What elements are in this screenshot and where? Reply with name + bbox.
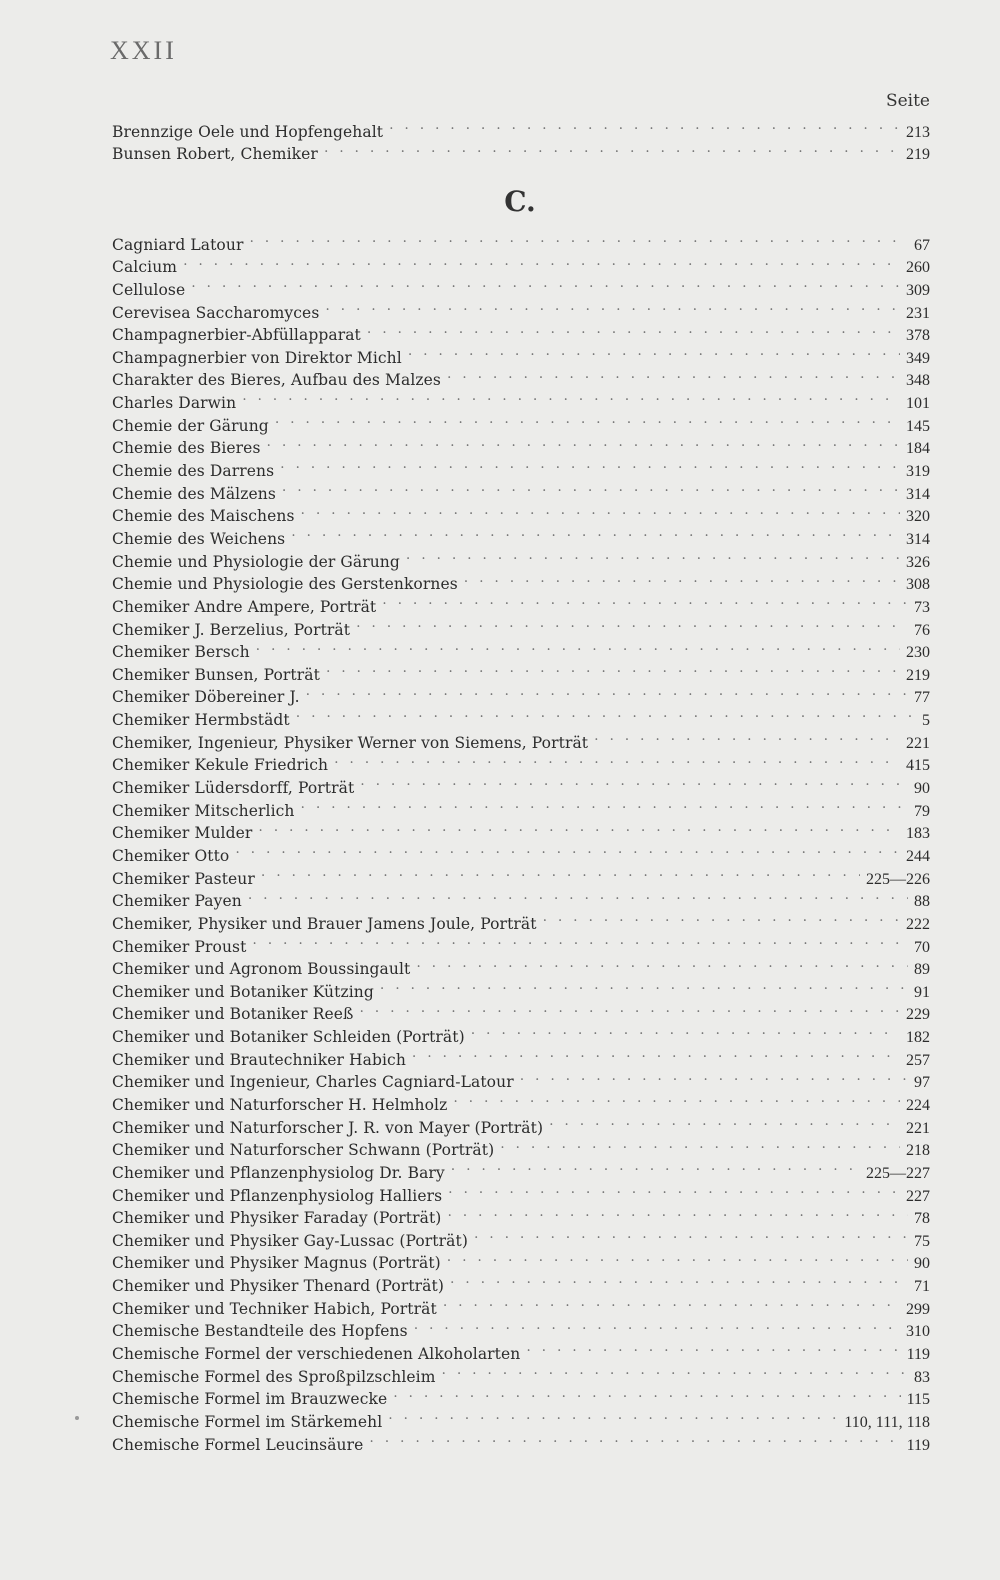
index-entry-label: Chemische Formel im Stärkemehl [112, 1412, 383, 1431]
dot-leader [301, 793, 908, 816]
section-letter: C. [504, 185, 536, 218]
index-entry-page: 89 [914, 961, 930, 979]
index-entry-page: 78 [914, 1210, 930, 1228]
index-entry-page: 110, 111, 118 [844, 1413, 930, 1431]
dot-leader [416, 952, 908, 975]
dot-leader [326, 657, 900, 680]
index-entry [112, 838, 930, 865]
index-entry-label: Chemiker Pasteur [112, 869, 255, 888]
index-entry-label: Chemiker und Physiker Thenard (Porträt) [112, 1277, 444, 1296]
index-entry-page: 219 [906, 666, 930, 684]
index-entry-label: Chemie des Bieres [112, 439, 261, 458]
dot-leader [389, 114, 900, 137]
index-entry-label: Chemie der Gärung [112, 416, 269, 435]
index-entry-page: 219 [906, 146, 930, 164]
index-entry-page: 115 [906, 1391, 930, 1409]
index-entry-page: 326 [906, 553, 930, 571]
dot-leader [248, 884, 908, 907]
index-entry-label: Charles Darwin [112, 394, 237, 413]
index-entry [112, 861, 930, 888]
index-entry-page: 415 [906, 757, 930, 775]
dot-leader [360, 770, 908, 793]
dot-leader [369, 1427, 900, 1450]
dot-leader [282, 476, 900, 499]
index-entry-label: Chemiker und Agronom Boussingault [112, 960, 411, 979]
dot-leader [448, 1178, 900, 1201]
index-entry-page: 101 [906, 395, 930, 413]
dot-leader [367, 318, 900, 341]
index-entry-page: 70 [914, 938, 930, 956]
dot-leader [183, 250, 900, 273]
index-entry-page: 310 [906, 1323, 930, 1341]
index-entry-label: Chemie und Physiologie des Gerstenkornes [112, 575, 458, 594]
index-entry-page: 75 [914, 1232, 930, 1250]
top-entry-list [112, 114, 930, 164]
index-entry-label: Chemiker Lüdersdorff, Porträt [112, 779, 355, 798]
index-entry-label: Chemiker und Techniker Habich, Porträt [112, 1299, 437, 1318]
index-entry [112, 114, 930, 141]
index-entry-page: 119 [906, 1436, 930, 1454]
dot-leader [275, 408, 900, 431]
dot-leader [252, 929, 908, 952]
index-entry-label: Chemiker Mulder [112, 824, 253, 843]
index-entry-page: 349 [906, 349, 930, 367]
index-entry-page: 227 [906, 1187, 930, 1205]
index-entry-label: Chemiker und Botaniker Reeß [112, 1005, 354, 1024]
index-entry-page: 145 [906, 417, 930, 435]
dot-leader [408, 340, 900, 363]
dot-leader [324, 137, 900, 160]
index-entry-label: Chemiker Proust [112, 937, 247, 956]
index-entry-label: Champagnerbier von Direktor Michl [112, 348, 402, 367]
index-entry-page: 90 [914, 780, 930, 798]
index-entry-page: 221 [906, 1119, 930, 1137]
index-entry-label: Chemiker Hermbstädt [112, 711, 290, 730]
dot-leader [543, 906, 900, 929]
dot-leader [280, 453, 900, 476]
index-entry-label: Chemiker und Naturforscher J. R. von Mayer (Porträt) [112, 1118, 544, 1137]
index-entry-label: Chemie des Weichens [112, 529, 286, 548]
index-entry-label: Chemiker und Botaniker Schleiden (Porträt) [112, 1028, 465, 1047]
index-entry-page: 73 [914, 598, 930, 616]
dot-leader [360, 997, 901, 1020]
dot-leader [453, 1087, 900, 1110]
dot-leader [447, 363, 900, 386]
index-entry-page: 183 [906, 825, 930, 843]
dot-leader [474, 1223, 908, 1246]
index-entry-page: 299 [906, 1300, 930, 1318]
index-entry-label: Charakter des Bieres, Aufbau des Malzes [112, 371, 441, 390]
index-entry-page: 218 [906, 1142, 930, 1160]
dot-leader [325, 295, 900, 318]
index-entry-label: Chemiker und Botaniker Kützing [112, 982, 374, 1001]
dot-leader [235, 838, 900, 861]
index-entry-page: 97 [914, 1074, 930, 1092]
index-entry-page: 230 [906, 644, 930, 662]
index-entry-label: Chemiker, Ingenieur, Physiker Werner von Siemens, Porträt [112, 733, 589, 752]
index-entry-label: Chemische Formel der verschiedenen Alkoholarten [112, 1345, 521, 1364]
index-entry [112, 227, 930, 254]
index-entry-label: Chemie des Darrens [112, 462, 275, 481]
dot-leader [447, 1246, 908, 1269]
index-entry-page: 314 [906, 530, 930, 548]
index-entry-label: Chemiker, Physiker und Brauer Jamens Joule, Porträt [112, 914, 537, 933]
dot-leader [526, 1336, 900, 1359]
index-entry-label: Chemiker Bersch [112, 643, 250, 662]
index-entry-label: Chemiker Kekule Friedrich [112, 756, 329, 775]
dot-leader [382, 589, 908, 612]
index-entry-page: 348 [906, 372, 930, 390]
index-entry-label: Brennzige Oele und Hopfengehalt [112, 122, 384, 141]
dot-leader [258, 816, 900, 839]
index-entry-page: 90 [914, 1255, 930, 1273]
dot-leader [191, 272, 900, 295]
index-entry-page: 378 [906, 327, 930, 345]
dot-leader [291, 521, 900, 544]
dot-leader [356, 612, 908, 635]
index-entry-label: Chemiker und Pflanzenphysiolog Dr. Bary [112, 1163, 445, 1182]
dot-leader [500, 1133, 900, 1156]
index-entry-page: 67 [914, 236, 930, 254]
index-entry-label: Chemische Formel Leucinsäure [112, 1435, 364, 1454]
dot-leader [306, 680, 908, 703]
dot-leader [242, 385, 900, 408]
index-entry-label: Chemiker Döbereiner J. [112, 688, 300, 707]
index-entry-page: 260 [906, 259, 930, 277]
index-entry-label: Calcium [112, 258, 178, 277]
dot-leader [464, 567, 900, 590]
index-entry [112, 250, 930, 277]
index-entry-label: Chemische Formel des Sproßpilzschleim [112, 1367, 436, 1386]
index-entry-label: Champagnerbier-Abfüllapparat [112, 326, 361, 345]
index-entry-page: 79 [914, 802, 930, 820]
index-entry-label: Chemiker und Naturforscher Schwann (Porträt) [112, 1141, 495, 1160]
dot-leader [450, 1268, 908, 1291]
dot-leader [301, 499, 900, 522]
index-entry-label: Chemische Bestandteile des Hopfens [112, 1322, 408, 1341]
index-entry-label: Cagniard Latour [112, 235, 244, 254]
dot-leader [451, 1155, 860, 1178]
index-entry-page: 319 [906, 463, 930, 481]
index-entry-page: 76 [914, 621, 930, 639]
index-entry-page: 320 [906, 508, 930, 526]
index-entry-page: 222 [906, 915, 930, 933]
index-entry-page: 91 [914, 983, 930, 1001]
index-entry-page: 182 [906, 1029, 930, 1047]
dot-leader [380, 974, 908, 997]
page-number: XXII [110, 36, 177, 65]
index-entry-label: Bunsen Robert, Chemiker [112, 145, 318, 164]
dot-leader [393, 1382, 900, 1405]
index-entry-label: Chemiker und Pflanzenphysiolog Halliers [112, 1186, 443, 1205]
index-entry-label: Cerevisea Saccharomyces [112, 303, 320, 322]
index-entry-label: Chemiker und Physiker Faraday (Porträt) [112, 1209, 442, 1228]
column-header-seite: Seite [885, 91, 930, 111]
dot-leader [520, 1065, 908, 1088]
index-entry-page: 229 [906, 1006, 930, 1024]
index-entry-label: Chemiker und Physiker Gay-Lussac (Porträt) [112, 1231, 468, 1250]
index-entry-page: 257 [906, 1051, 930, 1069]
index-entry-page: 83 [914, 1368, 930, 1386]
dot-leader [334, 748, 900, 771]
index-entry-label: Chemiker Otto [112, 846, 230, 865]
index-entry-page: 71 [914, 1278, 930, 1296]
index-entry-page: 225—227 [866, 1164, 930, 1182]
index-entry-label: Chemiker und Physiker Magnus (Porträt) [112, 1254, 441, 1273]
index-entry-label: Chemische Formel im Brauzwecke [112, 1390, 388, 1409]
index-entry-page: 309 [906, 281, 930, 299]
dot-leader [296, 702, 916, 725]
index-entry-label: Chemiker J. Berzelius, Porträt [112, 620, 351, 639]
index-entry-label: Chemiker und Ingenieur, Charles Cagniard-Latour [112, 1073, 514, 1092]
index-entry-page: 225—226 [866, 870, 930, 888]
index-entry-page: 231 [906, 304, 930, 322]
index-entry-page: 77 [914, 689, 930, 707]
index-entry-page: 5 [922, 712, 930, 730]
dot-leader [256, 635, 900, 658]
dot-leader [267, 431, 900, 454]
index-entry-page: 308 [906, 576, 930, 594]
index-entry-page: 184 [906, 440, 930, 458]
index-entry-label: Chemie und Physiologie der Gärung [112, 552, 400, 571]
dot-leader [412, 1042, 900, 1065]
dot-leader [447, 1201, 908, 1224]
index-entry-label: Chemiker Mitscherlich [112, 801, 295, 820]
index-entry-page: 244 [906, 847, 930, 865]
dot-leader [594, 725, 900, 748]
index-entry-page: 213 [906, 123, 930, 141]
index-entry-list [112, 227, 930, 1454]
index-entry-page: 314 [906, 485, 930, 503]
index-entry-label: Chemiker und Brautechniker Habich [112, 1050, 406, 1069]
index-entry [112, 272, 930, 299]
margin-speck [75, 1416, 79, 1420]
dot-leader [406, 544, 900, 567]
index-entry-label: Chemiker Bunsen, Porträt [112, 665, 320, 684]
index-entry-label: Chemiker Andre Ampere, Porträt [112, 597, 377, 616]
dot-leader [443, 1291, 900, 1314]
index-entry-label: Chemiker Payen [112, 892, 242, 911]
index-entry-label: Chemiker und Naturforscher H. Helmholz [112, 1095, 448, 1114]
index-entry-label: Chemie des Mälzens [112, 484, 276, 503]
index-entry-page: 224 [906, 1096, 930, 1114]
dot-leader [471, 1019, 900, 1042]
index-entry-page: 119 [906, 1346, 930, 1364]
index-entry-page: 221 [906, 734, 930, 752]
dot-leader [414, 1314, 900, 1337]
index-entry-page: 88 [914, 893, 930, 911]
dot-leader [549, 1110, 900, 1133]
index-entry-label: Chemie des Maischens [112, 507, 295, 526]
dot-leader [388, 1404, 838, 1427]
index-entry [112, 295, 930, 322]
index-entry-label: Cellulose [112, 280, 186, 299]
dot-leader [442, 1359, 908, 1382]
dot-leader [249, 227, 908, 250]
dot-leader [261, 861, 860, 884]
